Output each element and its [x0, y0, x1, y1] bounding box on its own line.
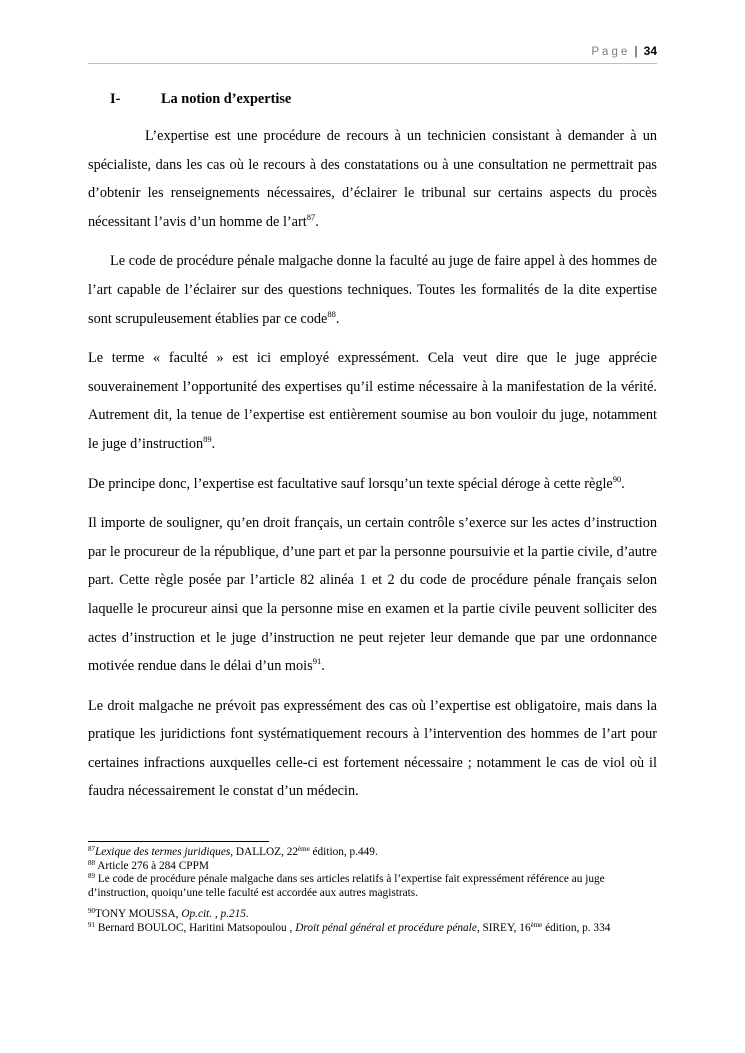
paragraph-1	[88, 122, 657, 236]
paragraph-3-tail: .	[211, 435, 216, 452]
footnote-text: Bernard BOULOC, Haritini Matsopoulou ,	[95, 921, 296, 934]
footnote-italic: Lexique des termes juridiques,	[95, 846, 234, 858]
footnote-ref-90[interactable]: 90	[612, 473, 622, 484]
paragraph-2-text: Le code de procédure pénale malgache donne la faculté au juge de faire appel à des hommes de l’art capable de l’éclairer sur des questions techniques. Toutes les formalités de la dite expertise sont scrupuleusement établies par ce code	[88, 253, 657, 327]
footnote-number: 89	[88, 872, 95, 881]
footnote-91	[88, 922, 657, 936]
footnote-ref-91[interactable]: 91	[312, 656, 322, 667]
footnote-italic: Op.cit. , p.215.	[181, 908, 249, 921]
footnote-tail: édition, p.449.	[309, 846, 378, 858]
paragraph-6-text: Le droit malgache ne prévoit pas expressément des cas où l’expertise est obligatoire, mais dans la pratique les juridictions font systématiquement recours à l’intervention des hommes de l’art pour certaines infractions auxquelles celle-ci est fortement nécessaire ; notamment le cas de viol où il faudra nécessairement le constat d’un médecin.	[88, 697, 657, 800]
footnote-number: 88	[88, 858, 95, 867]
paragraph-3-text: Le terme « faculté » est ici employé expressément. Cela veut dire que le juge apprécie souverainement l’opportunité des expertises qu’il estime nécessaire à la manifestation de la vérité. Autrement dit, la tenue de l’expertise est entièrement soumise au bon vouloir du juge, notamment le juge d’instruction	[88, 350, 657, 452]
paragraph-1-text: L’expertise est une procédure de recours à un technicien consistant à demander à un spécialiste, dans les cas où le recours à des constatations ou à une consultation ne permettrait pas d’obtenir les renseignements nécessaires, d’éclairer le tribunal sur certains aspects du procès nécessitant l’avis d’un homme de l’art	[88, 128, 657, 230]
footnote-superscript: ème	[298, 845, 310, 853]
paragraph-4	[88, 470, 657, 499]
paragraph-6	[88, 692, 657, 806]
footnote-number: 91	[88, 920, 95, 929]
footnote-ref-88[interactable]: 88	[327, 308, 336, 319]
footnote-90	[88, 908, 657, 922]
paragraph-1-tail: .	[315, 213, 319, 230]
paragraph-4-tail: .	[621, 475, 625, 492]
paragraph-4-text: De principe donc, l’expertise est facultative sauf lorsqu’un texte spécial déroge à cette règle	[88, 475, 613, 492]
footnote-number: 87	[88, 845, 95, 853]
section-title: La notion d’expertise	[161, 91, 292, 107]
footnote-separator	[88, 841, 269, 842]
footnote-number: 90	[88, 907, 95, 916]
footnote-ref-87[interactable]: 87	[306, 211, 316, 222]
section-heading	[88, 88, 657, 110]
footnotes	[88, 846, 657, 936]
footnote-88	[88, 860, 657, 874]
paragraph-2	[88, 247, 657, 333]
footnote-87	[88, 846, 657, 860]
page-label: Page	[591, 46, 631, 58]
paragraph-5-tail: .	[321, 658, 325, 675]
footnote-text-2: SIREY, 16	[479, 921, 531, 934]
footnote-text: DALLOZ, 22	[233, 846, 299, 858]
paragraph-5	[88, 509, 657, 681]
footnote-89	[88, 873, 657, 900]
header-separator: |	[634, 46, 638, 58]
paragraph-5-text: Il importe de souligner, qu’en droit français, un certain contrôle s’exerce sur les actes d’instruction par le procureur de la république, d’une part et par la personne poursuivie et la partie civile, d’autre part. Cette règle posée par l’article 82 alinéa 1 et 2 du code de procédure pénale français selon laquelle le procureur ainsi que la personne mise en examen et la partie civile peuvent solliciter des actes d’instruction et le juge d’instruction ne peut rejeter leur demande que par une ordonnance motivée rendue dans le délai d’un mois	[88, 515, 657, 675]
footnote-italic: Droit pénal général et procédure pénale,	[295, 921, 480, 934]
footnote-text: TONY MOUSSA,	[95, 908, 182, 921]
header-rule	[88, 63, 657, 64]
paragraph-2-tail: .	[335, 310, 340, 327]
page-number: 34	[643, 44, 657, 58]
page-header	[88, 44, 657, 64]
footnote-text: Article 276 à 284 CPPM	[95, 859, 209, 872]
paragraph-3	[88, 344, 657, 458]
footnote-ref-89[interactable]: 89	[203, 433, 212, 444]
page-body	[88, 88, 657, 817]
footnote-tail: édition, p. 334	[542, 921, 611, 934]
footnote-superscript: ème	[530, 920, 543, 929]
footnote-text: Le code de procédure pénale malgache dans ses articles relatifs à l’expertise fait expressément référence au juge d’instruction, quoiqu’une telle faculté est accordée aux autres magistrats.	[88, 873, 605, 899]
section-number: I-	[110, 91, 121, 107]
